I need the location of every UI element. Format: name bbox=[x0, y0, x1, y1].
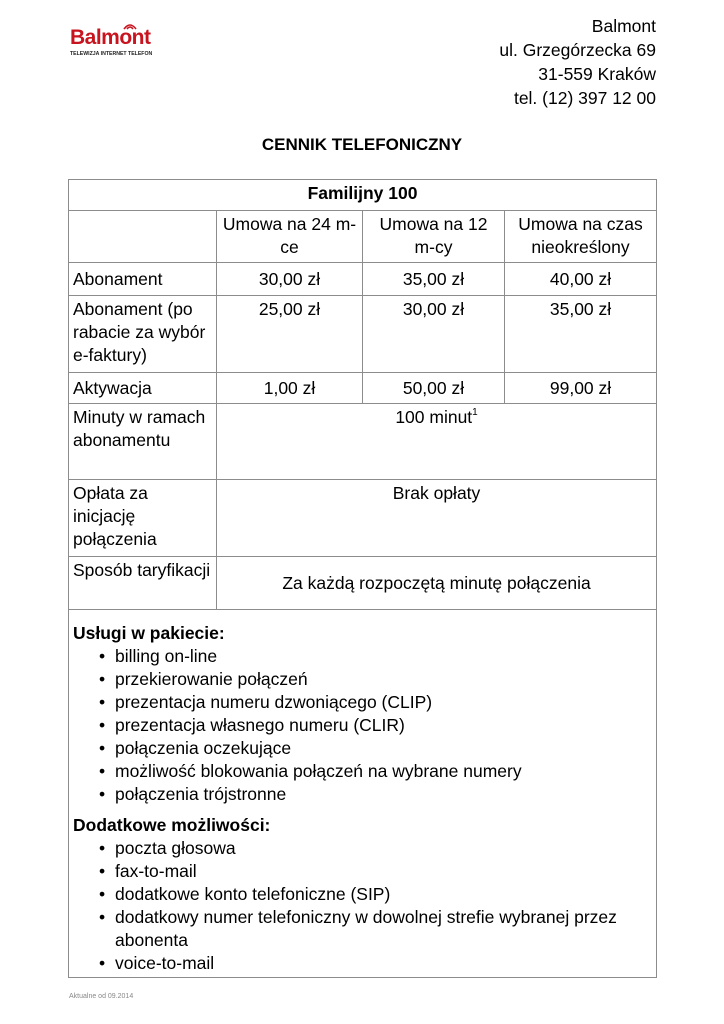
table-row-oplata bbox=[69, 480, 657, 557]
column-header-12m: Umowa na 12 m-cy bbox=[363, 211, 505, 263]
empty-header-cell bbox=[69, 211, 217, 263]
row-label: Abonament bbox=[69, 263, 217, 296]
list-item: • poczta głosowa bbox=[99, 837, 622, 860]
balmont-logo bbox=[70, 20, 162, 62]
extras-list bbox=[73, 837, 652, 975]
plan-name: Familijny 100 bbox=[69, 180, 657, 211]
logo-brand: Balmont bbox=[70, 26, 151, 49]
list-item: • voice-to-mail bbox=[99, 952, 622, 975]
footnote-marker: 1 bbox=[472, 407, 478, 418]
row-label: Opłata za inicjację połączenia bbox=[69, 480, 217, 557]
services-list bbox=[73, 645, 652, 806]
list-item: • przekierowanie połączeń bbox=[99, 668, 652, 691]
price-cell: 25,00 zł bbox=[217, 296, 363, 373]
minutes-value: 100 minut bbox=[395, 407, 473, 427]
list-item: • połączenia trójstronne bbox=[99, 783, 652, 806]
validity-footer: Aktualne od 09.2014 bbox=[69, 993, 134, 1000]
price-cell: 40,00 zł bbox=[505, 263, 657, 296]
page-title: CENNIK TELEFONICZNY bbox=[261, 135, 463, 154]
price-cell: 1,00 zł bbox=[217, 373, 363, 404]
list-item: • prezentacja numeru dzwoniącego (CLIP) bbox=[99, 691, 652, 714]
table-row-abonament bbox=[69, 263, 657, 296]
plan-header-row bbox=[69, 180, 657, 211]
logo-tagline: TELEWIZJA INTERNET TELEFON bbox=[70, 51, 153, 57]
price-cell: 99,00 zł bbox=[505, 373, 657, 404]
list-item: • dodatkowe konto telefoniczne (SIP) bbox=[99, 883, 622, 906]
address-company: Balmont bbox=[591, 16, 656, 36]
billing-cell: Za każdą rozpoczętą minutę połączenia bbox=[217, 557, 657, 610]
table-row-minuty bbox=[69, 404, 657, 480]
price-cell: 35,00 zł bbox=[505, 296, 657, 373]
row-label: Aktywacja bbox=[69, 373, 217, 404]
services-row bbox=[69, 610, 657, 978]
row-label: Minuty w ramach abonamentu bbox=[69, 404, 217, 480]
address-city: 31-559 Kraków bbox=[538, 64, 656, 84]
price-table bbox=[68, 179, 657, 978]
minutes-cell bbox=[217, 404, 657, 480]
address-street: ul. Grzegórzecka 69 bbox=[499, 40, 656, 60]
fee-cell: Brak opłaty bbox=[217, 480, 657, 557]
services-cell bbox=[69, 610, 657, 978]
price-cell: 50,00 zł bbox=[363, 373, 505, 404]
table-row-abonament-efaktura bbox=[69, 296, 657, 373]
list-item: • prezentacja własnego numeru (CLIR) bbox=[99, 714, 652, 737]
column-header-indefinite: Umowa na czas nieokreślony bbox=[505, 211, 657, 263]
table-row-aktywacja bbox=[69, 373, 657, 404]
column-header-24m: Umowa na 24 m-ce bbox=[217, 211, 363, 263]
row-label: Abonament (po rabacie za wybór e-faktury) bbox=[69, 296, 217, 373]
services-heading: Usługi w pakiecie: bbox=[73, 623, 225, 643]
price-cell: 30,00 zł bbox=[217, 263, 363, 296]
company-address bbox=[499, 14, 656, 110]
price-cell: 30,00 zł bbox=[363, 296, 505, 373]
list-item: • połączenia oczekujące bbox=[99, 737, 652, 760]
extras-heading: Dodatkowe możliwości: bbox=[73, 815, 271, 835]
row-label: Sposób taryfikacji bbox=[69, 557, 217, 610]
list-item: • możliwość blokowania połączeń na wybrane numery bbox=[99, 760, 652, 783]
table-row-taryfikacja bbox=[69, 557, 657, 610]
list-item: • fax-to-mail bbox=[99, 860, 622, 883]
contract-header-row bbox=[69, 211, 657, 263]
address-phone: tel. (12) 397 12 00 bbox=[513, 88, 656, 108]
list-item: • billing on-line bbox=[99, 645, 652, 668]
price-cell: 35,00 zł bbox=[363, 263, 505, 296]
list-item: • dodatkowy numer telefoniczny w dowolnej strefie wybranej przez abonenta bbox=[99, 906, 622, 952]
